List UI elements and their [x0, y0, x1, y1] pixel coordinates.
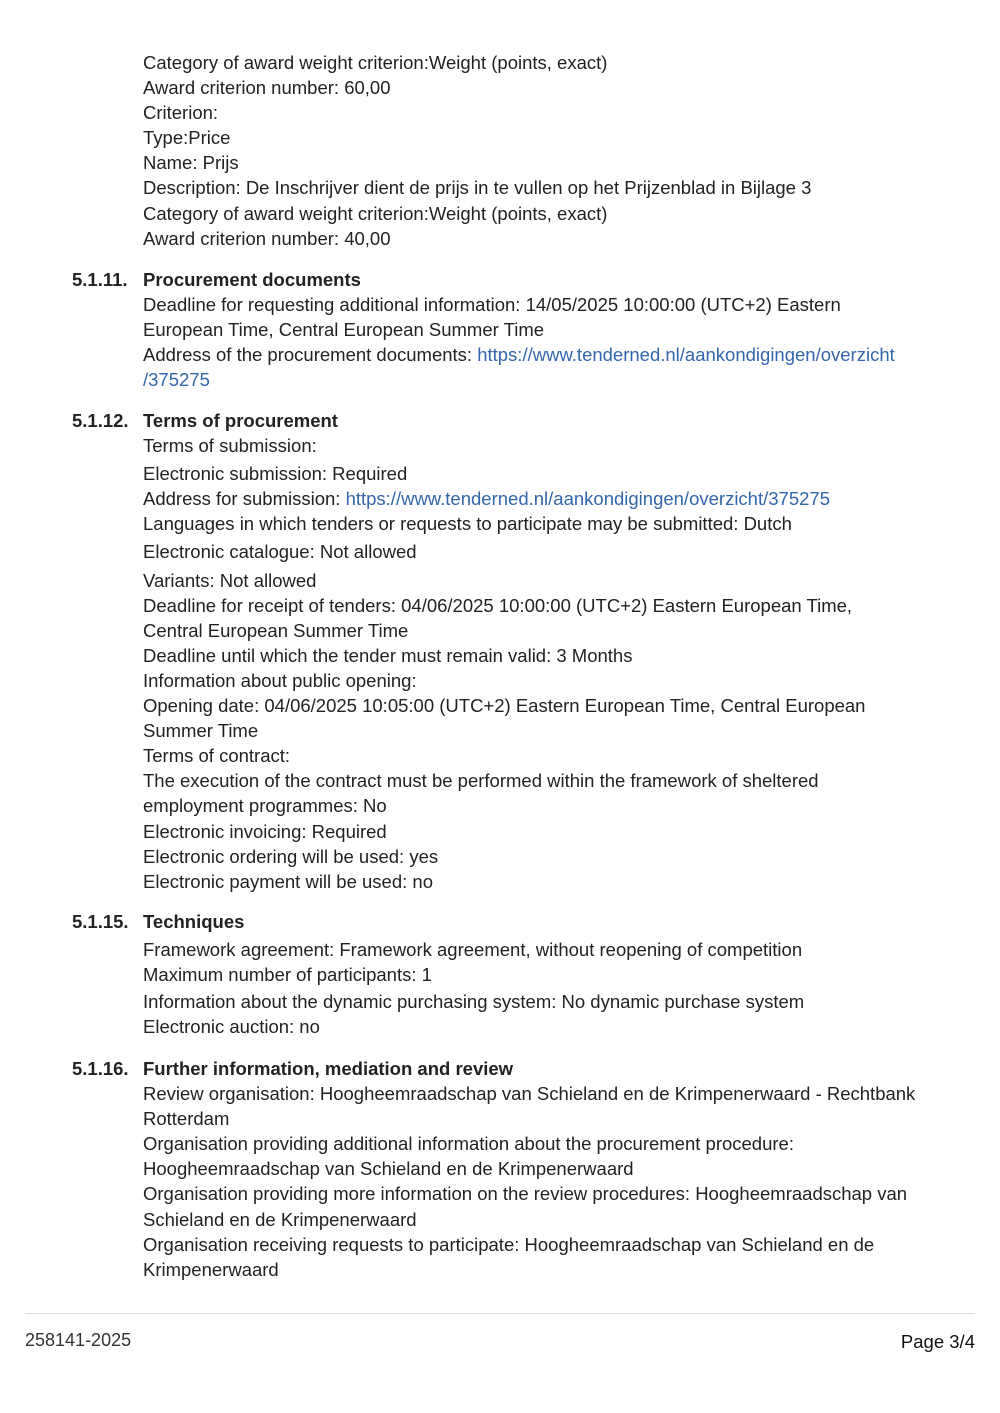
section-title: Further information, mediation and review — [143, 1058, 514, 1079]
award-weight-category: Category of award weight criterion:Weight (points, exact) — [143, 202, 608, 224]
max-participants: Maximum number of participants: 1 — [143, 964, 432, 986]
electronic-submission: Electronic submission: Required — [143, 463, 408, 485]
tender-validity: Deadline until which the tender must remain valid: 3 Months — [143, 644, 633, 666]
address-label: Address of the procurement documents: — [143, 344, 478, 366]
electronic-invoicing: Electronic invoicing: Required — [143, 820, 387, 842]
requests-organisation: Organisation receiving requests to participate: Hoogheemraadschap van Schieland en de — [143, 1233, 875, 1255]
deadline-receipt-tenders-cont: Central European Summer Time — [143, 619, 409, 641]
opening-date-cont: Summer Time — [143, 720, 259, 742]
procurement-documents-link[interactable]: https://www.tenderned.nl/aankondigingen/overzicht — [477, 344, 895, 366]
submission-link[interactable]: https://www.tenderned.nl/aankondigingen/overzicht/375275 — [345, 488, 830, 510]
additional-info-organisation: Organisation providing additional information about the procurement procedure: — [143, 1133, 794, 1155]
section-title: Terms of procurement — [143, 410, 338, 431]
sheltered-employment: The execution of the contract must be performed within the framework of sheltered — [143, 770, 819, 792]
electronic-ordering: Electronic ordering will be used: yes — [143, 845, 439, 867]
award-criteria-continued — [143, 50, 943, 251]
notice-id: 258141-2025 — [25, 1330, 132, 1350]
electronic-auction: Electronic auction: no — [143, 1016, 320, 1038]
terms-of-submission: Terms of submission: — [143, 435, 317, 457]
review-organisation: Review organisation: Hoogheemraadschap van Schieland en de Krimpenerwaard - Rechtbank — [143, 1083, 916, 1105]
review-procedures-organisation: Organisation providing more information on the review procedures: Hoogheemraadschap van — [143, 1183, 908, 1205]
procurement-documents-link-cont[interactable]: /375275 — [143, 369, 210, 391]
criterion-type: Type:Price — [143, 127, 231, 149]
section-number: 5.1.16. — [72, 1058, 129, 1079]
submission-address — [143, 486, 943, 511]
criterion-label: Criterion: — [143, 102, 219, 124]
opening-date: Opening date: 04/06/2025 10:05:00 (UTC+2) Eastern European Time, Central European — [143, 695, 866, 717]
sheltered-employment-cont: employment programmes: No — [143, 795, 387, 817]
dynamic-purchasing-system: Information about the dynamic purchasing system: No dynamic purchase system — [143, 991, 805, 1013]
review-procedures-organisation-cont: Schieland en de Krimpenerwaard — [143, 1208, 417, 1230]
deadline-additional-info-cont: European Time, Central European Summer Time — [143, 319, 545, 341]
section-body — [143, 433, 943, 894]
award-criterion-number: Award criterion number: 40,00 — [143, 227, 391, 249]
electronic-payment: Electronic payment will be used: no — [143, 870, 433, 892]
section-number: 5.1.11. — [72, 269, 128, 290]
footer-divider — [25, 1313, 975, 1314]
requests-organisation-cont: Krimpenerwaard — [143, 1258, 279, 1280]
framework-agreement: Framework agreement: Framework agreement, without reopening of competition — [143, 939, 803, 960]
address-label: Address for submission: — [143, 488, 346, 510]
additional-info-organisation-cont: Hoogheemraadschap van Schieland en de Krimpenerwaard — [143, 1158, 634, 1180]
variants: Variants: Not allowed — [143, 569, 317, 591]
criterion-name: Name: Prijs — [143, 152, 239, 174]
procurement-documents-address — [143, 342, 943, 367]
public-opening-info: Information about public opening: — [143, 669, 417, 691]
section-body — [143, 292, 943, 392]
electronic-catalogue: Electronic catalogue: Not allowed — [143, 541, 417, 563]
award-weight-category: Category of award weight criterion:Weight (points, exact) — [143, 52, 608, 73]
section-number: 5.1.12. — [72, 410, 129, 431]
criterion-description: Description: De Inschrijver dient de prijs in te vullen op het Prijzenblad in Bijlage 3 — [143, 177, 812, 199]
section-title: Techniques — [143, 911, 245, 932]
deadline-additional-info: Deadline for requesting additional information: 14/05/2025 10:00:00 (UTC+2) Eastern — [143, 294, 841, 316]
terms-of-contract: Terms of contract: — [143, 745, 291, 767]
submission-languages: Languages in which tenders or requests to participate may be submitted: Dutch — [143, 513, 792, 535]
review-organisation-cont: Rotterdam — [143, 1108, 230, 1130]
award-criterion-number: Award criterion number: 60,00 — [143, 77, 391, 99]
deadline-receipt-tenders: Deadline for receipt of tenders: 04/06/2025 10:00:00 (UTC+2) Eastern European Time, — [143, 594, 853, 616]
section-body — [143, 1081, 943, 1282]
section-body — [143, 937, 943, 1039]
section-title: Procurement documents — [143, 269, 361, 290]
section-number: 5.1.15. — [72, 911, 129, 932]
page-number: Page 3/4 — [900, 1331, 975, 1352]
